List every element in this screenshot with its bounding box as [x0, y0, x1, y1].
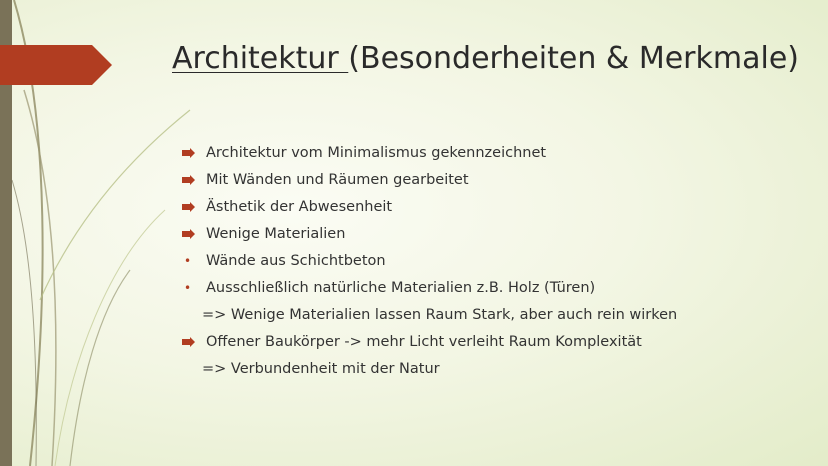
bullet-text: Ausschließlich natürliche Materialien z.B. Holz (Türen) [206, 280, 596, 296]
slide-title-rest: (Besonderheiten & Merkmale) [348, 41, 799, 76]
dot-bullet-icon: • [184, 254, 192, 268]
slide-title-underlined: Architektur [172, 41, 349, 76]
bullet-item [182, 275, 812, 302]
bullet-list [182, 140, 812, 383]
bullet-text: Mit Wänden und Räumen gearbeitet [206, 172, 469, 188]
bullet-item [182, 167, 812, 194]
dot-bullet-icon: • [184, 281, 192, 295]
arrow-bullet-icon [182, 194, 200, 221]
bullet-text: Architektur vom Minimalismus gekennzeichnet [206, 145, 547, 161]
arrow-bullet-icon [182, 221, 200, 248]
bullet-item [182, 194, 812, 221]
bullet-continuation [182, 356, 812, 383]
bullet-text: Wände aus Schichtbeton [206, 253, 386, 269]
bullet-item [182, 248, 812, 275]
slide-title [172, 38, 812, 80]
bullet-text: Wenige Materialien [206, 226, 346, 242]
arrow-bullet-icon [182, 329, 200, 356]
arrow-bullet-icon [182, 140, 200, 167]
red-arrow-banner-icon [0, 45, 112, 85]
bullet-continuation [182, 302, 812, 329]
bullet-text: => Verbundenheit mit der Natur [202, 361, 440, 377]
bullet-text: Ästhetik der Abwesenheit [206, 199, 393, 215]
arrow-bullet-icon [182, 167, 200, 194]
bullet-item [182, 140, 812, 167]
bullet-item [182, 221, 812, 248]
bullet-text: => Wenige Materialien lassen Raum Stark, aber auch rein wirken [202, 307, 678, 323]
bullet-item [182, 329, 812, 356]
bullet-text: Offener Baukörper -> mehr Licht verleiht Raum Komplexität [206, 334, 642, 350]
